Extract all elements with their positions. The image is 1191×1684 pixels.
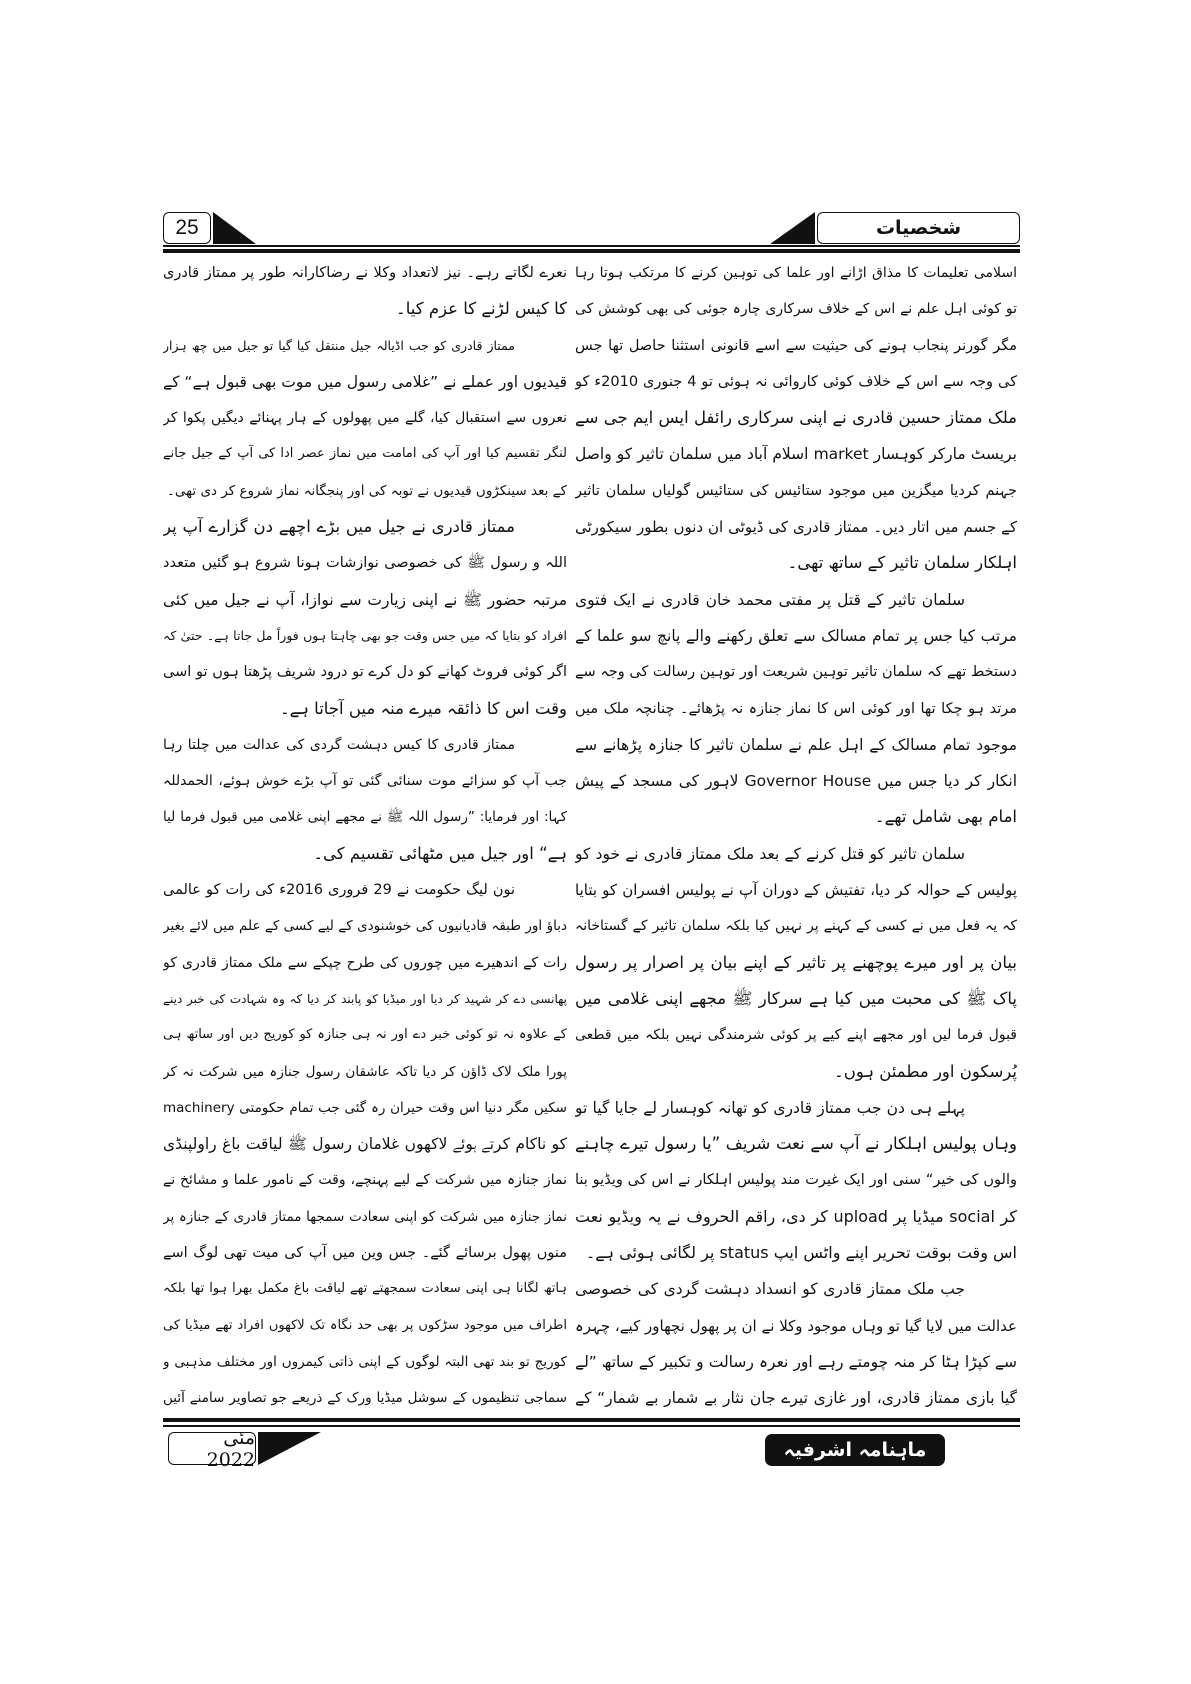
- text-line: کہ یہ فعل میں نے کسی کے کہنے پر نہیں کیا بلکہ سلمان تاثیر کے گستاخانہ: [575, 918, 1017, 935]
- text-line: دباؤ اور طبقہ قادیانیوں کی خوشنودی کے لیے کسی کے علم میں لائے بغیر: [163, 918, 567, 935]
- text-line: رات کے اندھیرے میں چوروں کی طرح چپکے سے ملک ممتاز قادری کو: [163, 954, 567, 971]
- text-line: لنگر تقسیم کیا اور آپ کی امامت میں نماز عصر ادا کی آپ کے جیل جانے: [163, 446, 567, 462]
- text-line: افراد کو بتایا کہ میں جس وقت جو بھی چاہتا ہوں فوراً مل جاتا ہے۔ حتیٰ کہ: [163, 627, 567, 643]
- footer-rule-thick: [163, 1418, 1020, 1422]
- text-line: والوں کی خیر“ سنی اور ایک غیرت مند پولیس اہلکار نے اس کی ویڈیو بنا: [575, 1172, 1017, 1189]
- text-line: جب ملک ممتاز قادری کو انسداد دہشت گردی کی خصوصی: [575, 1280, 965, 1299]
- issue-date: مئی 2022: [168, 1432, 256, 1465]
- text-line: پہلے ہی دن جب ممتاز قادری کو تھانہ کوہسار لے جایا گیا تو: [575, 1098, 965, 1117]
- text-line: انکار کر دیا جس میں Governor House لاہور کی مسجد کے پیش: [575, 772, 1017, 791]
- text-line: نماز جنازہ میں شرکت کے لیے پہنچے، وقت کے نامور علما و مشائخ نے: [163, 1172, 567, 1189]
- section-title: شخصیات: [817, 212, 1020, 244]
- text-line: پُرسکون اور مطمئن ہوں۔: [834, 1061, 1017, 1081]
- text-line: کا کیس لڑنے کا عزم کیا۔: [396, 299, 567, 319]
- text-line: پھانسی دے کر شہید کر دیا اور میڈیا کو پابند کر دیا کہ وہ شہادت کی خبر دینے: [163, 991, 567, 1006]
- text-line: عدالت میں لایا گیا تو وہاں موجود وکلا نے ان پر پھول نچھاور کیے، چہرہ: [575, 1316, 1017, 1335]
- text-line: وقت اس کا ذائقہ میرے منہ میں آجاتا ہے۔: [279, 698, 567, 718]
- text-line: ہاتھ لگانا ہی اپنی سعادت سمجھتے تھے لیاقت باغ مکمل بھرا ہوا تھا بلکہ: [163, 1281, 567, 1297]
- text-line: منوں پھول برسائے گئے۔ جس وین میں آپ کی میت تھی لوگ اسے: [163, 1245, 567, 1262]
- text-line: ہے“ اور جیل میں مٹھائی تقسیم کی۔: [313, 843, 567, 863]
- article-column-left: [163, 255, 567, 1417]
- text-line: ملک ممتاز حسین قادری نے اپنی سرکاری رائفل ایس ایم جی سے: [575, 408, 1017, 428]
- text-line: اطراف میں موجود سڑکوں پر بھی حد نگاہ تک لاکھوں افراد تھے میڈیا کی: [163, 1317, 567, 1333]
- text-line: تو کوئی اہل علم نے اس کے خلاف سرکاری چارہ جوئی کی بھی کوشش کی: [575, 301, 1017, 318]
- footer-triangle: [258, 1432, 322, 1466]
- text-line: نون لیگ حکومت نے 29 فروری 2016ء کی رات کو عالمی: [163, 882, 515, 899]
- text-line: کہا: اور فرمایا: ”رسول اللہ ﷺ نے مجھے اپنی غلامی میں قبول فرما لیا: [163, 809, 567, 826]
- text-line: مرتب کیا جس پر تمام مسالک سے تعلق رکھنے والے پانچ سو علما کے: [575, 626, 1017, 645]
- text-line: جب آپ کو سزائے موت سنائی گئی تو آپ بڑے خوش ہوئے، الحمدللہ: [163, 773, 567, 790]
- header-left-triangle: [213, 212, 257, 244]
- text-line: ممتاز قادری کو جب اڈیالہ جیل منتقل کیا گیا تو جیل میں چھ ہزار: [163, 337, 515, 353]
- text-line: دستخط تھے کہ سلمان تاثیر توہین شریعت اور توہین رسالت کی وجہ سے: [575, 664, 1017, 681]
- text-line: امام بھی شامل تھے۔: [874, 807, 1017, 827]
- text-line: کر social میڈیا پر upload کر دی، راقم الحروف نے یہ ویڈیو نعت: [575, 1206, 1017, 1226]
- text-line: سلمان تاثیر کو قتل کرنے کے بعد ملک ممتاز قادری نے خود کو: [575, 844, 965, 863]
- text-line: مرتد ہو چکا تھا اور کوئی اس کا نماز جنازہ نہ پڑھائے۔ چنانچہ ملک میں: [575, 700, 1017, 717]
- text-line: گیا بازی ممتاز قادری، اور غازی تیرے جان نثار بے شمار بے شمار“ کے: [575, 1389, 1017, 1408]
- text-line: سکیں مگر دنیا اس وقت حیران رہ گئی جب تمام حکومتی machinery: [163, 1099, 567, 1116]
- header-right-triangle: [770, 212, 816, 244]
- article-column-right: [575, 255, 1017, 1417]
- footer-rule-thin: [163, 1425, 1020, 1427]
- text-line: وہاں پولیس اہلکار نے آپ سے نعت شریف ”یا رسول تیرے چاہنے: [575, 1134, 1017, 1154]
- text-line: ممتاز قادری کا کیس دہشت گردی کی عدالت میں چلتا رہا: [163, 736, 515, 753]
- text-line: سلمان تاثیر کے قتل پر مفتی محمد خان قادری نے ایک فتوی: [575, 590, 965, 609]
- header-rule-thin: [163, 245, 1020, 247]
- text-line: قیدیوں اور عملے نے ”غلامی رسول میں موت بھی قبول ہے“ کے: [163, 372, 567, 391]
- text-line: قبول فرما لیں اور مجھے اپنے کیے پر کوئی شرمندگی نہیں بلکہ میں قطعی: [575, 1027, 1017, 1044]
- text-line: ممتاز قادری نے جیل میں بڑے اچھے دن گزارے آپ پر: [163, 517, 515, 537]
- text-line: اسلامی تعلیمات کا مذاق اڑانے اور علما کی توہین کرنے کا مرتکب ہوتا رہا: [575, 265, 1017, 281]
- text-line: اس وقت بوقت تحریر اپنے واٹس ایپ status پر لگائی ہوئی ہے۔: [585, 1243, 1017, 1263]
- text-line: کوریج تو بند تھی البتہ لوگوں کے اپنی ذاتی کیمروں اور مختلف مذہبی و: [163, 1353, 567, 1370]
- text-line: بیان پر اور میرے پوچھنے پر تاثیر کے اپنے بیان پر اصرار پر رسول: [575, 952, 1017, 972]
- text-line: جہنم کردیا میگزین میں موجود ستائیس کی ستائیس گولیاں سلمان تاثیر: [575, 482, 1017, 499]
- text-line: پاک ﷺ کی محبت میں کیا ہے سرکار ﷺ مجھے اپنی غلامی میں: [575, 988, 1017, 1008]
- text-line: کے جسم میں اتار دیں۔ ممتاز قادری کی ڈیوٹی ان دنوں بطور سیکورٹی: [575, 518, 1017, 537]
- text-line: نعرے لگاتے رہے۔ نیز لاتعداد وکلا نے رضاکارانہ طور پر ممتاز قادری: [163, 265, 567, 281]
- text-line: مگر گورنر پنجاب ہونے کی حیثیت سے اسے قانونی استثنا حاصل تھا جس: [575, 337, 1017, 354]
- page-number: 25: [163, 212, 211, 244]
- text-line: کی وجہ سے اس کے خلاف کوئی کاروائی نہ ہوئی تو 4 جنوری 2010ء کو: [575, 373, 1017, 390]
- text-line: سے کپڑا ہٹا کر منہ چومتے رہے اور نعرہ رسالت و تکبیر کے ساتھ ”لے: [575, 1352, 1017, 1371]
- text-line: کو ناکام کرتے ہوئے لاکھوں غلامان رسول ﷺ لیاقت باغ راولپنڈی: [163, 1135, 567, 1154]
- text-line: اللہ و رسول ﷺ کی خصوصی نوازشات ہونا شروع ہو گئیں متعدد: [163, 555, 567, 572]
- magazine-name: ماہنامہ اشرفیہ: [765, 1434, 945, 1466]
- text-line: سماجی تنظیموں کے سوشل میڈیا ورک کے ذریعے جو تصاویر سامنے آئیں: [163, 1390, 567, 1407]
- text-line: اہلکار سلمان تاثیر کے ساتھ تھی۔: [787, 553, 1017, 573]
- text-line: پولیس کے حوالہ کر دیا، تفتیش کے دوران آپ نے پولیس افسران کو بتایا: [575, 881, 1017, 900]
- text-line: نعروں سے استقبال کیا، گلے میں پھولوں کے ہار پہنائے دیگیں پکوا کر: [163, 410, 567, 427]
- text-line: مرتبہ حضور ﷺ نے اپنی زیارت سے نوازا، آپ نے جیل میں کئی: [163, 590, 567, 609]
- text-line: پورا ملک لاک ڈاؤن کر دیا تاکہ عاشقان رسول جنازہ میں شرکت نہ کر: [163, 1063, 567, 1080]
- text-line: موجود تمام مسالک کے اہل علم نے سلمان تاثیر کا جنازہ پڑھانے سے: [575, 735, 1017, 754]
- text-line: نماز جنازہ میں شرکت کو اپنی سعادت سمجھا ممتاز قادری کے جنازہ پر: [163, 1208, 567, 1225]
- text-line: کے بعد سینکڑوں قیدیوں نے توبہ کی اور پنجگانہ نماز شروع کر دی تھی۔: [167, 482, 567, 499]
- text-line: اگر کوئی فروٹ کھانے کو دل کرے تو درود شریف پڑھتا ہوں تو اسی: [163, 664, 567, 681]
- text-line: بریسٹ مارکر کوہسار market اسلام آباد میں سلمان تاثیر کو واصل: [575, 445, 1017, 464]
- text-line: کے علاوہ نہ تو کوئی خبر دے اور نہ ہی جنازہ کو کوریج دیں اور ساتھ ہی: [163, 1027, 567, 1043]
- header-rule-thick: [163, 249, 1020, 253]
